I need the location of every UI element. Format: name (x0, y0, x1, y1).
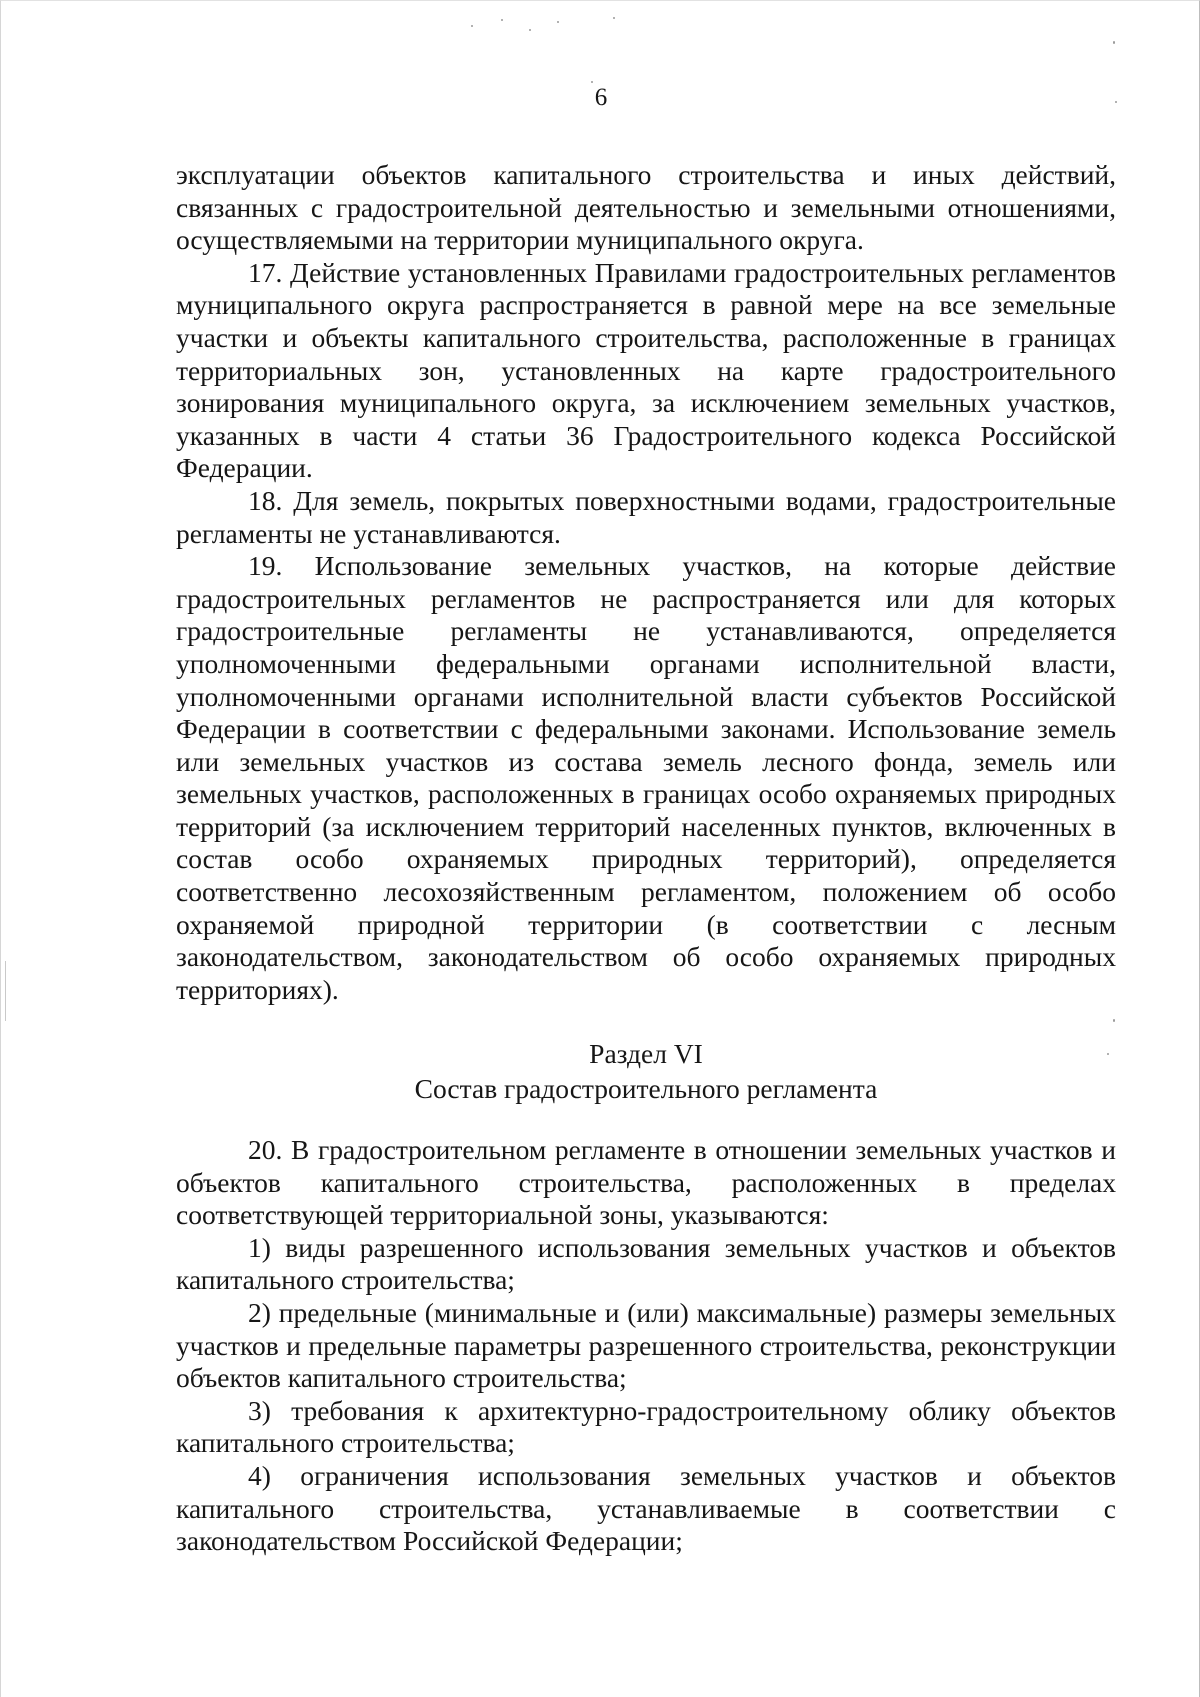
paragraph-19: 19. Использование земельных участков, на которые действие градостроительных регламентов не распространяется или для которых градостроительные регламенты не устанавливаются, определяется уполномоченными федеральными органами исполнительной власти, уполномоченными органами исполнительной власти субъектов Российской Федерации в соответствии с федеральными законами. Использование земель или земельных участков из состава земель лесного фонда, земель или земельных участков, расположенных в границах особо охраняемых природных территорий (за исключением территорий населенных пунктов, включенных в состав особо охраняемых природных территорий), определяется соответственно лесохозяйственным регламентом, положением об особо охраняемой природной территории (в соответствии с лесным законодательством, законодательством об особо охраняемых природных территориях). (176, 550, 1116, 1005)
scan-edge-line (5, 961, 6, 1021)
scan-speck (1113, 1019, 1115, 1022)
page-number: 6 (594, 84, 608, 111)
scan-speck (1113, 41, 1115, 44)
list-item-1: 1) виды разрешенного использования земельных участков и объектов капитального строительства; (176, 1231, 1116, 1296)
scan-speck (529, 29, 531, 31)
body-text-top (176, 159, 1116, 1006)
list-item-2: 2) предельные (минимальные и (или) максимальные) размеры земельных участков и предельные параметры разрешенного строительства, реконструкции объектов капитального строительства; (176, 1296, 1116, 1394)
paragraph-18: 18. Для земель, покрытых поверхностными водами, градостроительные регламенты не устанавливаются. (176, 484, 1116, 549)
paragraph-continuation: эксплуатации объектов капитального строительства и иных действий, связанных с градостроительной деятельностью и земельными отношениями, осуществляемыми на территории муниципального округа. (176, 159, 1116, 256)
scan-speck (471, 25, 473, 27)
section-heading (176, 1036, 1116, 1106)
body-text-bottom (176, 1134, 1116, 1558)
scan-speck (557, 21, 559, 23)
list-item-3: 3) требования к архитектурно-градостроительному облику объектов капитального строительства; (176, 1394, 1116, 1459)
list-item-4: 4) ограничения использования земельных участков и объектов капитального строительства, устанавливаемые в соответствии с законодательством Российской Федерации; (176, 1459, 1116, 1557)
scan-speck (501, 19, 503, 21)
scan-speck (613, 17, 615, 19)
section-title: Состав градостроительного регламента (414, 1073, 878, 1104)
paragraph-17: 17. Действие установленных Правилами градостроительных регламентов муниципального округа распространяется в равной мере на все земельные участки и объекты капитального строительства, расположенные в границах территориальных зон, установленных на карте градостроительного зонирования муниципального округа, за исключением земельных участков, указанных в части 4 статьи 36 Градостроительного кодекса Российской Федерации. (176, 256, 1116, 484)
section-label: Раздел VI (589, 1038, 703, 1069)
paragraph-20: 20. В градостроительном регламенте в отношении земельных участков и объектов капитального строительства, расположенных в пределах соответствующей территориальной зоны, указываются: (176, 1134, 1116, 1231)
